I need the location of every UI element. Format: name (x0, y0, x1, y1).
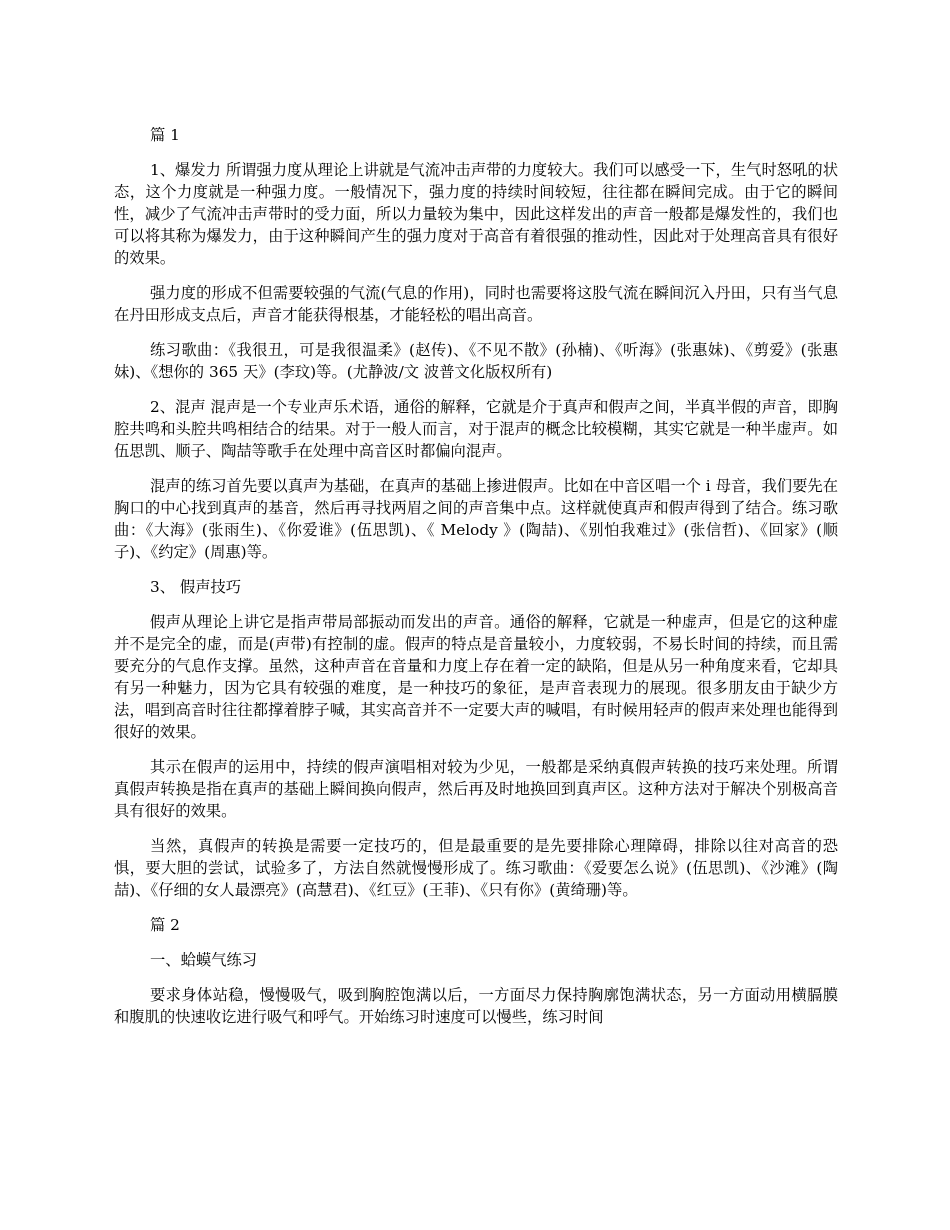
paragraph-falsetto-transition: 当然，真假声的转换是需要一定技巧的，但是最重要的是先要排除心理障碍，排除以往对高音的恐惧，要大胆的尝试，试验多了，方法自然就慢慢形成了。练习歌曲：《爱要怎么说》(伍思凯)、《沙滩》(陶喆)、《仔细的女人最漂亮》(高慧君)、《红豆》(王菲)、《只有你》(黄绮珊)等。 (114, 837, 838, 899)
paragraph-explosive-power: 1、爆发力 所谓强力度从理论上讲就是气流冲击声带的力度较大。我们可以感受一下，生气时怒吼的状态，这个力度就是一种强力度。一般情况下，强力度的持续时间较短，往往都在瞬间完成。由于它的瞬间性，减少了气流冲击声带时的受力面，所以力量较为集中，因此这样发出的声音一般都是爆发性的，我们也可以将其称为爆发力，由于这种瞬间产生的强力度对于高音有着很强的推动性，因此对于处理高音具有很好的效果。 (114, 161, 838, 267)
subheading-falsetto: 3、 假声技巧 (150, 578, 242, 596)
paragraph-practice-songs-1: 练习歌曲：《我很丑，可是我很温柔》(赵传)、《不见不散》(孙楠)、《听海》(张惠妹)、《剪爱》(张惠妹)、《想你的 365 天》(李玟)等。(尤静波/文 波普文化版权所有) (114, 341, 838, 381)
section-heading-1: 篇 1 (150, 126, 180, 144)
paragraph-mixed-voice: 2、混声 混声是一个专业声乐术语，通俗的解释，它就是介于真声和假声之间，半真半假的声音，即胸腔共鸣和头腔共鸣相结合的结果。对于一般人而言，对于混声的概念比较模糊，其实它就是一种半虚声。如伍思凯、顺子、陶喆等歌手在处理中高音区时都偏向混声。 (114, 398, 838, 460)
paragraph-falsetto-theory: 假声从理论上讲它是指声带局部振动而发出的声音。通俗的解释，它就是一种虚声，但是它的这种虚并不是完全的虚，而是(声带)有控制的虚。假声的特点是音量较小，力度较弱，不易长时间的持续，而且需要充分的气息作支撑。虽然，这种声音在音量和力度上存在着一定的缺陷，但是从另一种角度来看，它却具有另一种魅力，因为它具有较强的难度，是一种技巧的象征，是声音表现力的展现。很多朋友由于缺少方法，唱到高音时往往都撑着脖子喊，其实高音并不一定要大声的喊唱，有时候用轻声的假声来处理也能得到很好的效果。 (114, 613, 838, 741)
paragraph-strength-formation: 强力度的形成不但需要较强的气流(气息的作用)，同时也需要将这股气流在瞬间沉入丹田，只有当气息在丹田形成支点后，声音才能获得根基，才能轻松的唱出高音。 (114, 284, 838, 324)
subheading-toad-breath: 一、蛤蟆气练习 (150, 951, 258, 969)
paragraph-falsetto-usage: 其示在假声的运用中，持续的假声演唱相对较为少见，一般都是采纳真假声转换的技巧来处理。所谓真假声转换是指在真声的基础上瞬间换向假声，然后再及时地换回到真声区。这种方法对于解决个别极高音具有很好的效果。 (114, 758, 838, 820)
section-heading-2: 篇 2 (150, 916, 180, 934)
paragraph-mixed-voice-practice: 混声的练习首先要以真声为基础，在真声的基础上掺进假声。比如在中音区唱一个 i 母音，我们要先在胸口的中心找到真声的基音，然后再寻找两眉之间的声音集中点。这样就使真声和假声得到了结合。练习歌曲：《大海》(张雨生)、《你爱谁》(伍思凯)、《 Melody 》(陶喆)、《别怕我难过》(张信哲)、《回家》(顺子)、《约定》(周惠)等。 (114, 477, 838, 561)
paragraph-toad-breath-practice: 要求身体站稳，慢慢吸气，吸到胸腔饱满以后，一方面尽力保持胸廓饱满状态，另一方面动用横膈膜和腹肌的快速收讫进行吸气和呼气。开始练习时速度可以慢些，练习时间 (114, 986, 838, 1026)
document-body (114, 124, 838, 1041)
